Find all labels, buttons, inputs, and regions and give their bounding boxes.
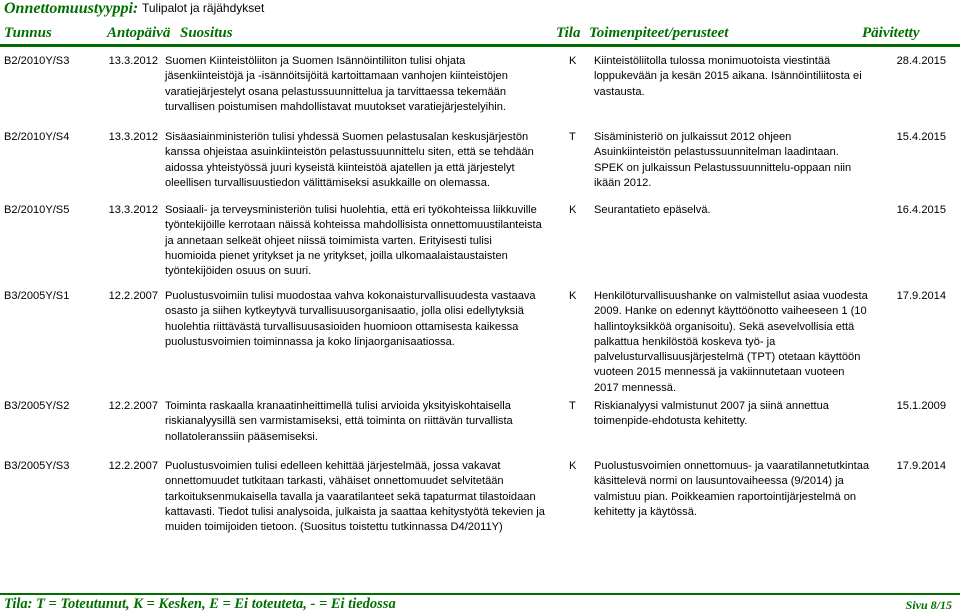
column-header-updated: Päivitetty — [862, 25, 920, 41]
column-header-date: Antopäivä — [107, 25, 171, 41]
row-measures: Riskianalyysi valmistunut 2007 ja siinä annettua toimenpide-ehdotusta kehitetty. — [594, 400, 829, 428]
column-header-summary: Suositus — [180, 25, 233, 41]
column-header-measures: Toimenpiteet/perusteet — [589, 25, 729, 41]
row-updated: 28.4.2015 — [896, 55, 946, 67]
row-measures: Puolustusvoimien onnettomuus- ja vaaratilannetutkintaa käsittelevä normi on lausuntovaiheessa (9/2014) ja valmistuu pian. Poikkeamien raportointijärjestelmä on kehitetty ja käytössä. — [594, 460, 870, 518]
row-measures: Kiinteistöliitolla tulossa monimuotoista viestintää loppukevään ja kesän 2015 aikana. Isännöintiliitosta ei vastausta. — [594, 55, 862, 98]
page-number: Sivu 8/15 — [905, 598, 952, 612]
row-date: 12.2.2007 — [108, 460, 158, 472]
row-measures: Sisäministeriö on julkaissut 2012 ohjeen Asuinkiinteistön pelastussuunnitelman laadintaan. SPEK on julkaissun Pelastussuunnittelu-oppaan niin ikään 2012. — [594, 131, 852, 189]
row-code: B3/2005Y/S3 — [4, 460, 70, 472]
row-status: K — [569, 460, 577, 472]
row-measures: Henkilöturvallisuushanke on valmistellut asiaa vuodesta 2009. Hanke on edennyt käyttöönotto vaiheeseen 1 (10 hallintoyksikköä organisoitu). Sekä asevelvollisia että palkattua henkilöstöä koskeva työ- ja palvelusturvallisuusjärjestelmä (TPT) otetaan käyttöön vuoteen 2015 mennessä ja vakiinnutetaan vuoteen 2017 mennessä. — [594, 290, 868, 394]
row-summary: Sisäasiainministeriön tulisi yhdessä Suomen pelastusalan keskusjärjestön kanssa ohjeistaa asuinkiinteistön pelastussuunnittelu siten, että se tehdään aidossa yhteistyössä juuri kyseistä kiinteistöä ajatellen ja että järjestelyt oleellisen turvallisuustiedon välittämiseksi asukkaille on olemassa. — [165, 131, 534, 189]
row-code: B2/2010Y/S3 — [4, 55, 70, 67]
row-date: 13.3.2012 — [108, 55, 158, 67]
row-measures: Seurantatieto epäselvä. — [594, 204, 711, 216]
row-date: 13.3.2012 — [108, 204, 158, 216]
row-status: T — [569, 400, 576, 412]
row-updated: 15.1.2009 — [896, 400, 946, 412]
row-code: B3/2005Y/S2 — [4, 400, 70, 412]
row-status: T — [569, 131, 576, 143]
row-status: K — [569, 204, 577, 216]
row-status: K — [569, 290, 577, 302]
status-legend: Tila: T = Toteutunut, K = Kesken, E = Ei toteuteta, - = Ei tiedossa — [4, 596, 396, 612]
row-updated: 15.4.2015 — [896, 131, 946, 143]
row-code: B3/2005Y/S1 — [4, 290, 70, 302]
header-rule — [0, 44, 960, 47]
row-date: 13.3.2012 — [108, 131, 158, 143]
column-header-status: Tila — [556, 25, 581, 41]
row-summary: Suomen Kiinteistöliiton ja Suomen Isännöintiliiton tulisi ohjata jäsenkiinteistöjä ja -isännöitsijöitä kartoittamaan vanhojen kiinteistöjen varatiejärjestelyt osana pelastussuunnittelua ja tarvittaessa tekemään turvallisen poistumisen mahdollistavat muutokset varatiejärjestelyihin. — [165, 55, 508, 113]
column-header-code: Tunnus — [4, 25, 52, 41]
row-summary: Sosiaali- ja terveysministeriön tulisi huolehtia, että eri työkohteissa liikkuville työntekijöille kerrotaan näissä kohteissa mahdollisista onnettomuustilanteista ja annetaan selkeät ohjeet niissä toimimista varten. Erityisesti tulisi huomioida pienet yritykset ja ne yritykset, joilla ulkomaalaistaustaisten työntekijöiden osuus on suuri. — [165, 204, 542, 278]
header-type-label: Onnettomuustyyppi: — [4, 0, 139, 17]
row-date: 12.2.2007 — [108, 400, 158, 412]
row-date: 12.2.2007 — [108, 290, 158, 302]
row-updated: 17.9.2014 — [896, 290, 946, 302]
row-summary: Puolustusvoimiin tulisi muodostaa vahva kokonaisturvallisuudesta vastaava osasto ja siihen kytkeytyvä turvallisuusorganisaatio, jolla olisi edellytyksiä huolehtia riittävästä turvallisuusasioiden huomioon ottamisesta kaikessa puolustusvoimien toiminnassa ja koko linjaorganisaatiossa. — [165, 290, 536, 348]
header-type-value: Tulipalot ja räjähdykset — [142, 1, 265, 15]
row-code: B2/2010Y/S4 — [4, 131, 70, 143]
footer-rule — [0, 593, 960, 595]
row-summary: Toiminta raskaalla kranaatinheittimellä tulisi arvioida yksityiskohtaisella riskianalyysillä sen varmistamiseksi, että toiminta on riittävän turvallista nollatoleranssiin pääsemiseksi. — [165, 400, 513, 443]
row-code: B2/2010Y/S5 — [4, 204, 70, 216]
row-updated: 17.9.2014 — [896, 460, 946, 472]
row-status: K — [569, 55, 577, 67]
row-updated: 16.4.2015 — [896, 204, 946, 216]
row-summary: Puolustusvoimien tulisi edelleen kehittää järjestelmää, jossa vakavat onnettomuudet tutkitaan tarkasti, vähäiset onnettomuudet selvitetään tarkoituksenmukaisella tavalla ja vaaratilanteet sekä tapaturmat tilastoidaan kattavasti. Tiedot tulisi analysoida, julkaista ja saattaa kehitystyötä tekevien ja muiden toimijoiden tietoon. (Suositus toistettu tutkinnassa D4/2011Y) — [165, 460, 545, 534]
